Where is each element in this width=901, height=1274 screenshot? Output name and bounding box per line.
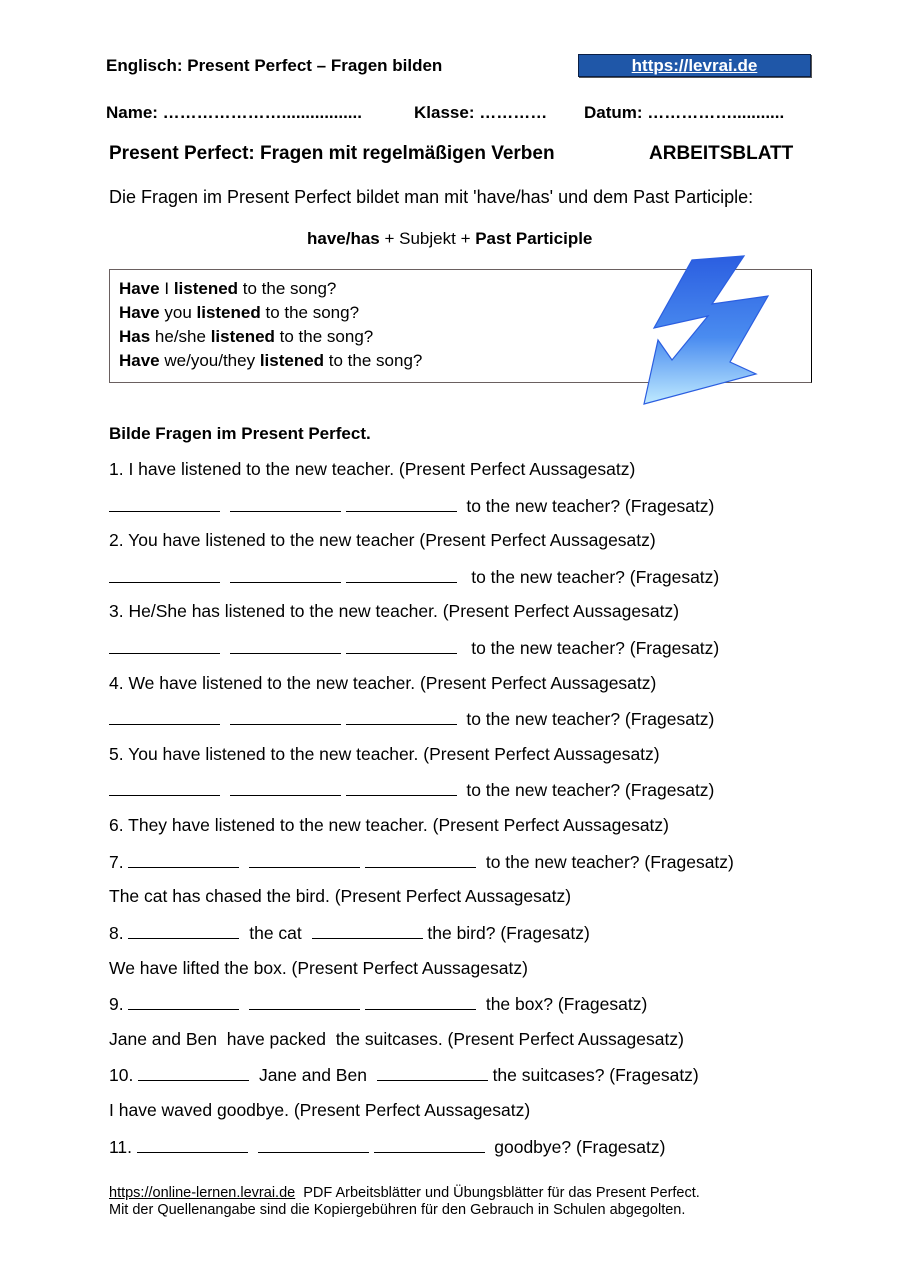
exercise-statement: The cat has chased the bird. (Present Perfect Aussagesatz) [109, 886, 572, 906]
item-number: 9. [109, 994, 124, 1014]
question-tail: to the new teacher? (Fragesatz) [471, 567, 720, 587]
answer-blank[interactable] [365, 993, 476, 1010]
answer-blank[interactable] [109, 495, 220, 512]
answer-blank[interactable] [230, 566, 341, 583]
example-verb: listened [259, 351, 325, 370]
question-middle: the cat [249, 923, 302, 943]
question-tail: the suitcases? (Fragesatz) [492, 1065, 699, 1085]
formula-participle: Past Participle [475, 229, 593, 248]
example-aux: Have [119, 303, 160, 322]
exercise-question [109, 1136, 665, 1158]
answer-blank[interactable] [249, 993, 360, 1010]
formula-subject: + Subjekt + [379, 229, 476, 248]
example-verb: listened [173, 279, 239, 298]
lightning-arrow-icon [630, 252, 780, 410]
answer-blank[interactable] [374, 1136, 485, 1153]
exercise-question [109, 993, 647, 1015]
answer-blank[interactable] [138, 1064, 249, 1081]
question-tail: to the new teacher? (Fragesatz) [466, 709, 715, 729]
exercise-question [109, 708, 714, 730]
answer-blank[interactable] [128, 993, 239, 1010]
example-subject: you [159, 303, 197, 322]
answer-blank[interactable] [109, 566, 220, 583]
exercise-question [109, 495, 714, 517]
date-field[interactable]: Datum: ……………........... [584, 103, 785, 122]
exercise-question [109, 779, 714, 801]
exercise-statement: I have waved goodbye. (Present Perfect Aussagesatz) [109, 1100, 531, 1120]
answer-blank[interactable] [258, 1136, 369, 1153]
example-verb: listened [196, 303, 261, 322]
footer-line-2: Mit der Quellenangabe sind die Kopiergebühren für den Gebrauch in Schulen abgegolten. [109, 1202, 686, 1218]
question-middle: Jane and Ben [258, 1065, 367, 1085]
site-link-box[interactable] [578, 54, 811, 77]
answer-blank[interactable] [230, 708, 341, 725]
example-rest: to the song? [238, 279, 337, 298]
example-line [119, 303, 359, 323]
exercise-statement: 3. He/She has listened to the new teacher. (Present Perfect Aussagesatz) [109, 601, 680, 621]
example-verb: listened [210, 327, 275, 346]
exercise-statement: 1. I have listened to the new teacher. (Present Perfect Aussagesatz) [109, 459, 636, 479]
question-tail: the bird? (Fragesatz) [427, 923, 590, 943]
example-subject: I [159, 279, 174, 298]
answer-blank[interactable] [109, 779, 220, 796]
answer-blank[interactable] [346, 708, 457, 725]
answer-blank[interactable] [346, 779, 457, 796]
formula [307, 229, 592, 249]
example-line [119, 327, 373, 347]
answer-blank[interactable] [377, 1064, 488, 1081]
example-aux: Has [119, 327, 151, 346]
answer-blank[interactable] [346, 637, 457, 654]
section-label: ARBEITSBLATT [649, 143, 794, 164]
question-tail: to the new teacher? (Fragesatz) [485, 852, 734, 872]
answer-blank[interactable] [365, 851, 476, 868]
intro-text: Die Fragen im Present Perfect bildet man mit 'have/has' und dem Past Participle: [109, 187, 754, 207]
example-aux: Have [119, 351, 160, 370]
question-tail: goodbye? (Fragesatz) [494, 1137, 666, 1157]
exercise-statement: 5. You have listened to the new teacher. (Present Perfect Aussagesatz) [109, 744, 660, 764]
exercise-question [109, 922, 590, 944]
exercise-question [109, 637, 719, 659]
exercise-question [109, 566, 719, 588]
answer-blank[interactable] [128, 922, 239, 939]
question-tail: to the new teacher? (Fragesatz) [466, 780, 715, 800]
exercise-title: Bilde Fragen im Present Perfect. [109, 424, 371, 443]
item-number: 11. [109, 1137, 133, 1157]
formula-aux: have/has [307, 229, 380, 248]
footer-line-1 [109, 1185, 700, 1201]
exercise-statement: 2. You have listened to the new teacher (Present Perfect Aussagesatz) [109, 530, 656, 550]
exercise-question [109, 851, 734, 873]
exercise-statement: 6. They have listened to the new teacher. (Present Perfect Aussagesatz) [109, 815, 669, 835]
question-tail: the box? (Fragesatz) [485, 994, 648, 1014]
answer-blank[interactable] [312, 922, 423, 939]
exercise-statement: 4. We have listened to the new teacher. (Present Perfect Aussagesatz) [109, 673, 657, 693]
answer-blank[interactable] [230, 495, 341, 512]
example-rest: to the song? [324, 351, 423, 370]
example-rest: to the song? [274, 327, 374, 346]
name-field[interactable]: Name: …………………................. [106, 103, 362, 122]
exercise-statement: Jane and Ben have packed the suitcases. (Present Perfect Aussagesatz) [109, 1029, 684, 1049]
exercise-question [109, 1064, 699, 1086]
answer-blank[interactable] [346, 495, 457, 512]
answer-blank[interactable] [128, 851, 239, 868]
item-number: 8. [109, 923, 124, 943]
answer-blank[interactable] [230, 637, 341, 654]
item-number: 10. [109, 1065, 134, 1085]
section-heading: Present Perfect: Fragen mit regelmäßigen Verben [109, 143, 555, 164]
answer-blank[interactable] [109, 637, 220, 654]
answer-blank[interactable] [249, 851, 360, 868]
item-number: 7. [109, 852, 124, 872]
question-tail: to the new teacher? (Fragesatz) [466, 496, 715, 516]
example-subject: he/she [150, 327, 211, 346]
class-field[interactable]: Klasse: ………… [414, 103, 548, 122]
answer-blank[interactable] [230, 779, 341, 796]
site-link[interactable]: https://levrai.de [631, 56, 758, 75]
example-aux: Have [119, 279, 160, 298]
footer-link[interactable]: https://online-lernen.levrai.de [109, 1185, 296, 1201]
example-subject: we/you/they [159, 351, 260, 370]
question-tail: to the new teacher? (Fragesatz) [471, 638, 720, 658]
example-rest: to the song? [260, 303, 360, 322]
worksheet-title: Englisch: Present Perfect – Fragen bilden [106, 56, 443, 75]
answer-blank[interactable] [109, 708, 220, 725]
footer-text: PDF Arbeitsblätter und Übungsblätter für das Present Perfect. [295, 1185, 700, 1201]
exercise-statement: We have lifted the box. (Present Perfect Aussagesatz) [109, 958, 528, 978]
example-line [119, 351, 422, 371]
example-line [119, 279, 336, 299]
answer-blank[interactable] [137, 1136, 248, 1153]
answer-blank[interactable] [346, 566, 457, 583]
